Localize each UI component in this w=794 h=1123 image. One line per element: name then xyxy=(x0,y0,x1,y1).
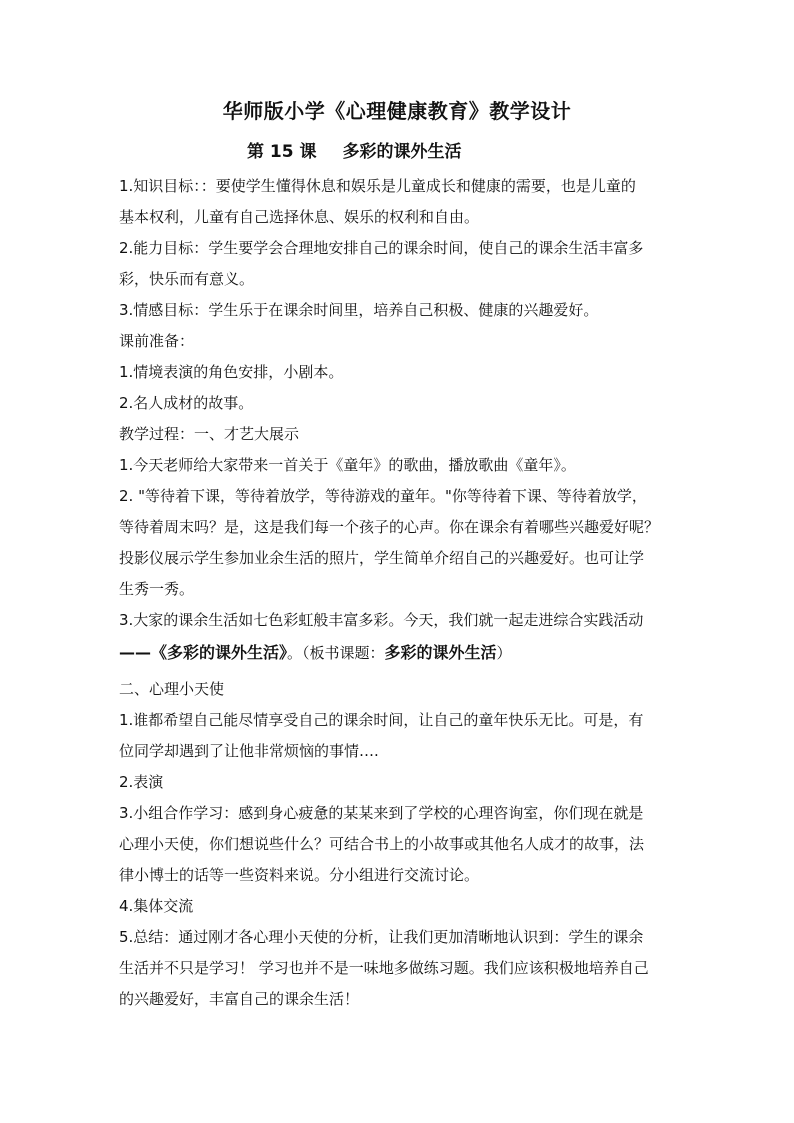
paragraph-line: 3.小组合作学习：感到身心疲惫的某某来到了学校的心理咨询室，你们现在就是 xyxy=(119,804,644,822)
paragraph-line: 1.今天老师给大家带来一首关于《童年》的歌曲，播放歌曲《童年》。 xyxy=(119,456,576,474)
section-heading: 二、心理小天使 xyxy=(119,680,225,698)
paragraph-line: 1.情境表演的角色安排，小剧本。 xyxy=(119,363,344,381)
paragraph-line: 2.能力目标：学生要学会合理地安排自己的课余时间，使自己的课余生活丰富多 xyxy=(119,239,644,257)
paragraph-line: 2.名人成材的故事。 xyxy=(119,394,254,412)
paragraph-line: 3.情感目标：学生乐于在课余时间里，培养自己积极、健康的兴趣爱好。 xyxy=(119,301,599,319)
lesson-number: 第 15 课 xyxy=(247,142,317,162)
paragraph-line: 基本权利，儿童有自己选择休息、娱乐的权利和自由。 xyxy=(119,208,480,226)
paragraph-line: 生活并不只是学习！ 学习也并不是一味地多做练习题。我们应该积极地培养自己 xyxy=(119,959,649,977)
paragraph-line: 3.大家的课余生活如七色彩虹般丰富多彩。今天，我们就一起走进综合实践活动 xyxy=(119,611,644,629)
board-title: 多彩的课外生活 xyxy=(384,643,497,662)
paragraph-line: 等待着周末吗？是，这是我们每一个孩子的心声。你在课余有着哪些兴趣爱好呢？ xyxy=(119,518,660,536)
paragraph-line: 律小博士的话等一些资料来说。分小组进行交流讨论。 xyxy=(119,866,480,884)
lesson-subtitle xyxy=(247,137,462,162)
paragraph-line: 彩，快乐而有意义。 xyxy=(119,270,255,288)
lesson-topic: 多彩的课外生活 xyxy=(342,142,462,162)
paragraph-line: 生秀一秀。 xyxy=(119,580,195,598)
document-title: 华师版小学《心理健康教育》教学设计 xyxy=(222,99,572,123)
paragraph-line: 2. "等待着下课，等待着放学，等待游戏的童年。"你等待着下课、等待着放学， xyxy=(119,487,647,505)
board-title-line xyxy=(119,643,512,663)
board-title-prefix: 。（板书课题： xyxy=(287,644,385,662)
paragraph-line: 的兴趣爱好，丰富自己的课余生活！ xyxy=(119,990,360,1008)
paragraph-line: 投影仪展示学生参加业余生活的照片，学生简单介绍自己的兴趣爱好。也可让学 xyxy=(119,549,645,567)
paragraph-line: 1.谁都希望自己能尽情享受自己的课余时间，让自己的童年快乐无比。可是，有 xyxy=(119,711,644,729)
paragraph-line: 1.知识目标：：要使学生懂得休息和娱乐是儿童成长和健康的需要，也是儿童的 xyxy=(119,177,636,195)
paragraph-line: 5.总结：通过刚才各心理小天使的分析，让我们更加清晰地认识到：学生的课余 xyxy=(119,928,644,946)
paragraph-line: 2.表演 xyxy=(119,773,164,791)
paragraph-line: 教学过程：一、才艺大展示 xyxy=(119,425,300,443)
paragraph-line: 心理小天使，你们想说些什么？可结合书上的小故事或其他名人成才的故事，法 xyxy=(119,835,645,853)
course-name: ——《多彩的课外生活》 xyxy=(119,643,288,662)
board-title-suffix: ） xyxy=(496,644,512,662)
paragraph-line: 4.集体交流 xyxy=(119,897,194,915)
paragraph-line: 位同学却遇到了让他非常烦恼的事情…. xyxy=(119,742,379,760)
paragraph-line: 课前准备： xyxy=(119,332,195,350)
